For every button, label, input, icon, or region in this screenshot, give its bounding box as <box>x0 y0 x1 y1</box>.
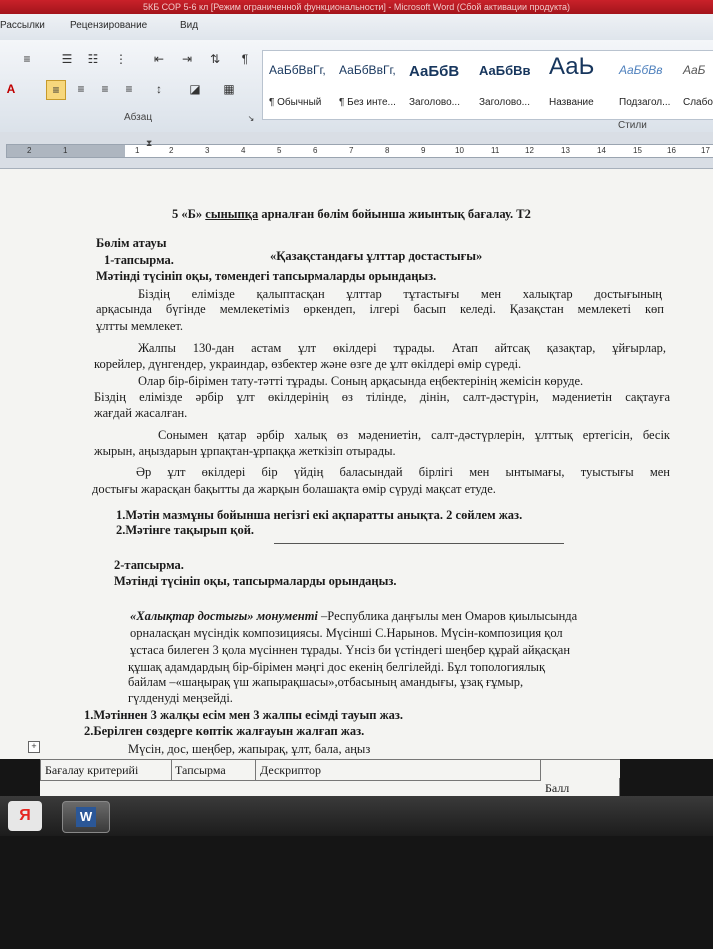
text1-line: жырын, аңыздарын ұрпақтан-ұрпаққа жеткізіп отырады. <box>94 444 396 458</box>
text1-line: ұлтты мемлекет. <box>96 319 184 333</box>
tab-mailings[interactable]: Рассылки <box>0 20 45 31</box>
justify-icon[interactable]: ≡ <box>125 82 133 96</box>
bullets-icon[interactable]: ☰ <box>61 52 73 66</box>
section-label: Бөлім атауы <box>96 236 167 250</box>
styles-group-label: Стили <box>618 120 647 131</box>
ribbon <box>0 40 713 133</box>
indent-marker-icon[interactable]: ⧗ <box>146 138 153 148</box>
numbering-icon[interactable]: ☷ <box>87 52 99 66</box>
style-subtitle[interactable]: АаБбВв Подзагол... <box>619 63 671 108</box>
text1-line: Олар бір-бірімен тату-тәтті тұрады. Соның арқасында еңбектерінің жемісін көруде. <box>138 374 584 388</box>
text2-line: ұстаса билеген 3 қола мүсіннен тұрады. Үнсіз би үстіндегі шеңбер құрай айқасқан <box>130 643 571 657</box>
text1-line: достығы жарасқан бақытты да жарқын болашақта өмір сүруді мақсат етуде. <box>92 482 496 496</box>
text1-line: жағдай жасалған. <box>94 406 188 420</box>
borders-icon[interactable]: ▦ <box>223 82 235 96</box>
paragraph-group-label: Абзац <box>124 112 153 123</box>
question-1: 1.Мәтін мазмұны бойынша негізгі екі ақпаратты анықта. 2 сөйлем жаз. <box>116 508 523 522</box>
document-page[interactable] <box>0 169 713 759</box>
style-subtle-emphasis[interactable]: АаБ Слабо <box>683 63 713 108</box>
font-color-icon[interactable]: A <box>6 82 16 96</box>
answer-line[interactable] <box>274 543 564 544</box>
text2-line: орналасқан мүсіндік композициясы. Мүсінші С.Нарынов. Мүсін-композиция қол <box>130 626 563 640</box>
text1-line: корейлер, дүнгендер, украиндар, өзбектер және өзге де ұлт өкілдері өмір сүреді. <box>94 357 522 371</box>
text1-line: Жалпы 130-дан астам ұлт өкілдері тұрады. Атап айтсақ қазақтар, ұйғырлар, <box>138 341 666 355</box>
table-header-score: Балл <box>541 778 620 799</box>
word-list: Мүсін, дос, шеңбер, жапырақ, ұлт, бала, аңыз <box>128 742 371 756</box>
ruler-strip: 2 1 1 2 3 4 5 6 7 8 9 10 11 12 13 14 15 16 17 <box>6 144 713 158</box>
document-title: 5 «Б» сыныпқа арналған бөлім бойынша жиынтық бағалау. Т2 <box>172 207 531 221</box>
table-header-task: Тапсырма <box>171 760 256 781</box>
window-title: 5КБ СОР 5-6 кл [Режим ограниченной функциональности] - Microsoft Word (Сбой активации продукта) <box>142 2 571 12</box>
section-name: «Қазақстандағы ұлттар достастығы» <box>270 249 483 263</box>
taskbar <box>0 796 713 836</box>
align-left-icon[interactable]: ≡ <box>23 52 31 66</box>
decrease-indent-icon[interactable]: ⇤ <box>153 52 165 66</box>
text1-line: Біздің елімізде қалыптасқан ұлттар тұтастығы мен халықтар достығының <box>138 287 662 301</box>
align-right-icon[interactable]: ≡ <box>101 82 109 96</box>
question-4: 2.Берілген сөздерге көптік жалғауын жалғап жаз. <box>84 724 365 738</box>
table-header-descriptor: Дескриптор <box>256 760 541 781</box>
style-normal[interactable]: АаБбВвГг, ¶ Обычный <box>269 63 326 108</box>
shading-icon[interactable]: ◪ <box>189 82 201 96</box>
word-icon: W <box>76 807 96 827</box>
task1-instruction: Мәтінді түсініп оқы, төмендегі тапсырмаларды орындаңыз. <box>96 269 437 283</box>
text1-line: Сонымен қатар әрбір халық өз мәдениетін, салт-дәстүрлерін, ұлттық ертегісін, бесік <box>158 428 670 442</box>
style-title[interactable]: АаЬ Название <box>549 53 595 108</box>
tab-view[interactable]: Вид <box>180 20 199 31</box>
text1-line: арқасында бүгінде мемлекетіміз өркендеп, ілгері басып келеді. Қазақстан мемлекеті көп <box>96 302 664 316</box>
horizontal-ruler[interactable] <box>0 132 713 169</box>
task2-label: 2-тапсырма. <box>114 558 184 572</box>
paragraph-dialog-launcher-icon[interactable]: ↘ <box>247 114 255 123</box>
table-move-handle-icon[interactable]: + <box>28 741 40 753</box>
task1-label: 1-тапсырма. <box>104 253 174 267</box>
word-taskbar-button[interactable] <box>62 801 110 833</box>
increase-indent-icon[interactable]: ⇥ <box>181 52 193 66</box>
table-header-criteria: Бағалау критерийі <box>40 760 172 781</box>
text2-line: гүлденуді меңзейді. <box>128 691 233 705</box>
task2-instruction: Мәтінді түсініп оқы, тапсырмаларды орындаңыз. <box>114 574 397 588</box>
question-2: 2.Мәтінге тақырып қой. <box>116 523 255 537</box>
text2-line: «Халықтар достығы» монументі –Республика даңғылы мен Омаров қиылысында <box>130 609 578 623</box>
style-heading-2[interactable]: АаБбВв Заголово... <box>479 63 531 108</box>
text1-line: Әр ұлт өкілдері бір үйдің баласындай бірлігі мен ынтымағы, туыстығы мен <box>136 465 670 479</box>
text2-line: құшақ адамдардың бір-бірімен мәңгі дос екенің белгілейді. Бұл топологиялық <box>128 660 546 674</box>
align-left-button[interactable]: ≡ <box>46 80 66 100</box>
align-center-icon[interactable]: ≡ <box>77 82 85 96</box>
pilcrow-icon[interactable]: ¶ <box>241 52 249 66</box>
style-no-spacing[interactable]: АаБбВвГг, ¶ Без инте... <box>339 63 396 108</box>
window-title-bar <box>0 0 713 14</box>
styles-gallery <box>262 50 713 120</box>
ribbon-tabs <box>0 14 713 41</box>
multilevel-list-icon[interactable]: ⋮ <box>115 52 127 66</box>
line-spacing-icon[interactable]: ↕ <box>156 82 162 96</box>
text1-line: Біздің елімізде әрбір ұлт өкілдерінің өз тілінде, дінін, салт-дәстүрін, мәдениетін сақтауға <box>94 390 670 404</box>
sort-icon[interactable]: ⇅ <box>209 52 221 66</box>
text2-line: байлам –«шаңырақ үш жапырақшасы»,отбасының амандығы, ұзақ ғұмыр, <box>128 675 524 689</box>
question-3: 1.Мәтіннен 3 жалқы есім мен 3 жалпы есімді тауып жаз. <box>84 708 404 722</box>
yandex-browser-icon[interactable]: Я <box>8 801 42 831</box>
tab-review[interactable]: Рецензирование <box>70 20 148 31</box>
style-heading-1[interactable]: АаБбВ Заголово... <box>409 63 460 108</box>
